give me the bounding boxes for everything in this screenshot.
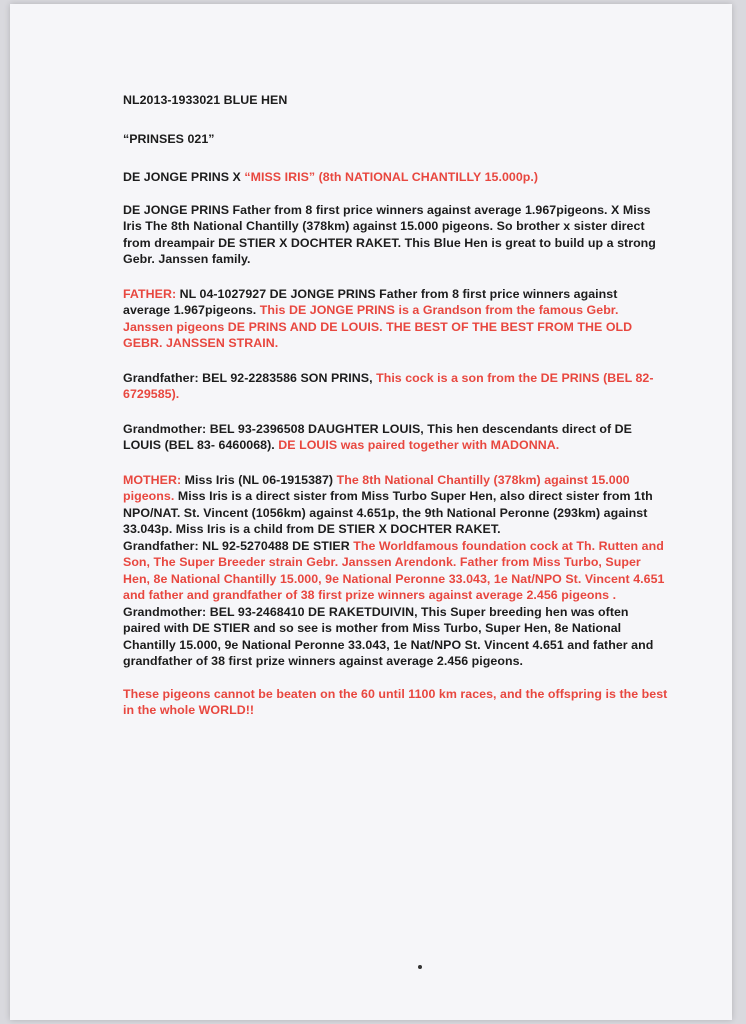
- father-grandmother-red: DE LOUIS was paired together with MADONNA.: [278, 438, 560, 452]
- pairing-line: [123, 169, 668, 186]
- father-grandmother-black: Grandmother: BEL 93-2396508 DAUGHTER LOUIS, This hen descendants direct of DE LOUIS (BEL 83- 6460068).: [123, 421, 632, 452]
- father-grandmother-paragraph: [123, 421, 668, 454]
- father-grandfather-black: Grandfather: BEL 92-2283586 SON PRINS,: [123, 370, 377, 385]
- pedigree-text: [123, 92, 668, 719]
- mother-paragraph: [123, 472, 668, 538]
- mother-text-red: The 8th National Chantilly (378km) against 15.000 pigeons.: [123, 472, 630, 503]
- father-grandfather-paragraph: [123, 370, 668, 403]
- mother-grandmother-paragraph: Grandmother: BEL 93-2468410 DE RAKETDUIVIN, This Super breeding hen was often paired with DE STIER and so see is mother from Miss Turbo, Super Hen, 8e National Chantilly 15.000, 9e National Peronne 33.043, 1e Nat/NPO St. Vincent 4.651 and father and grandfather of 38 first prize winners against average 2.456 pigeons.: [123, 604, 654, 668]
- father-label: FATHER:: [123, 286, 177, 301]
- mother-text-black-2: Miss Iris is a direct sister from Miss Turbo Super Hen, also direct sister from 1th NPO/NAT. St. Vincent (1056km) against 4.651p, the 9th National Peronne (293km) against 33.043p. Miss Iris is a child from DE STIER X DOCHTER RAKET.: [123, 489, 653, 536]
- father-paragraph: [123, 286, 668, 352]
- mother-label: MOTHER:: [123, 472, 182, 487]
- father-text-black: NL 04-1027927 DE JONGE PRINS Father from 8 first price winners against average 1.967pigeons.: [123, 286, 618, 317]
- ring-number-title: NL2013-1933021 BLUE HEN: [123, 93, 288, 107]
- closing-statement: These pigeons cannot be beaten on the 60 until 1100 km races, and the offspring is the best in the whole WORLD!!: [123, 686, 668, 717]
- intro-paragraph: DE JONGE PRINS Father from 8 first price winners against average 1.967pigeons. X Miss Iris The 8th National Chantilly (378km) against 15.000 pigeons. So brother x sister direct from dreampair DE STIER X DOCHTER RAKET. This Blue Hen is great to build up a strong Gebr. Janssen family.: [123, 202, 656, 266]
- mother-grandfather-black: Grandfather: NL 92-5270488 DE STIER: [123, 538, 354, 553]
- mother-grandfather-red: The Worldfamous foundation cock at Th. Rutten and Son, The Super Breeder strain Gebr. Janssen Arendonk. Father from Miss Turbo, Super Hen, 8e National Chantilly 15.000, 9e National Peronne 33.043, 1e Nat/NPO St. Vincent 4.651 and father and grandfather of 38 first prize winners against average 2.456 pigeons .: [123, 538, 665, 602]
- document-page: [10, 4, 732, 1020]
- paper-speck: [418, 965, 422, 969]
- father-grandfather-red: This cock is a son from the DE PRINS (BEL 82- 6729585).: [123, 370, 654, 401]
- mother-text-black-1: Miss Iris (NL 06-1915387): [181, 472, 337, 487]
- father-text-red: This DE JONGE PRINS is a Grandson from the famous Gebr. Janssen pigeons DE PRINS AND DE LOUIS. THE BEST OF THE BEST FROM THE OLD GEBR. JANSSEN STRAIN.: [123, 303, 633, 350]
- pigeon-name: “PRINSES 021”: [123, 131, 215, 146]
- mother-grandfather-paragraph: [123, 538, 668, 604]
- pairing-black: DE JONGE PRINS X: [123, 170, 245, 184]
- pairing-red: “MISS IRIS” (8th NATIONAL CHANTILLY 15.000p.): [244, 170, 539, 184]
